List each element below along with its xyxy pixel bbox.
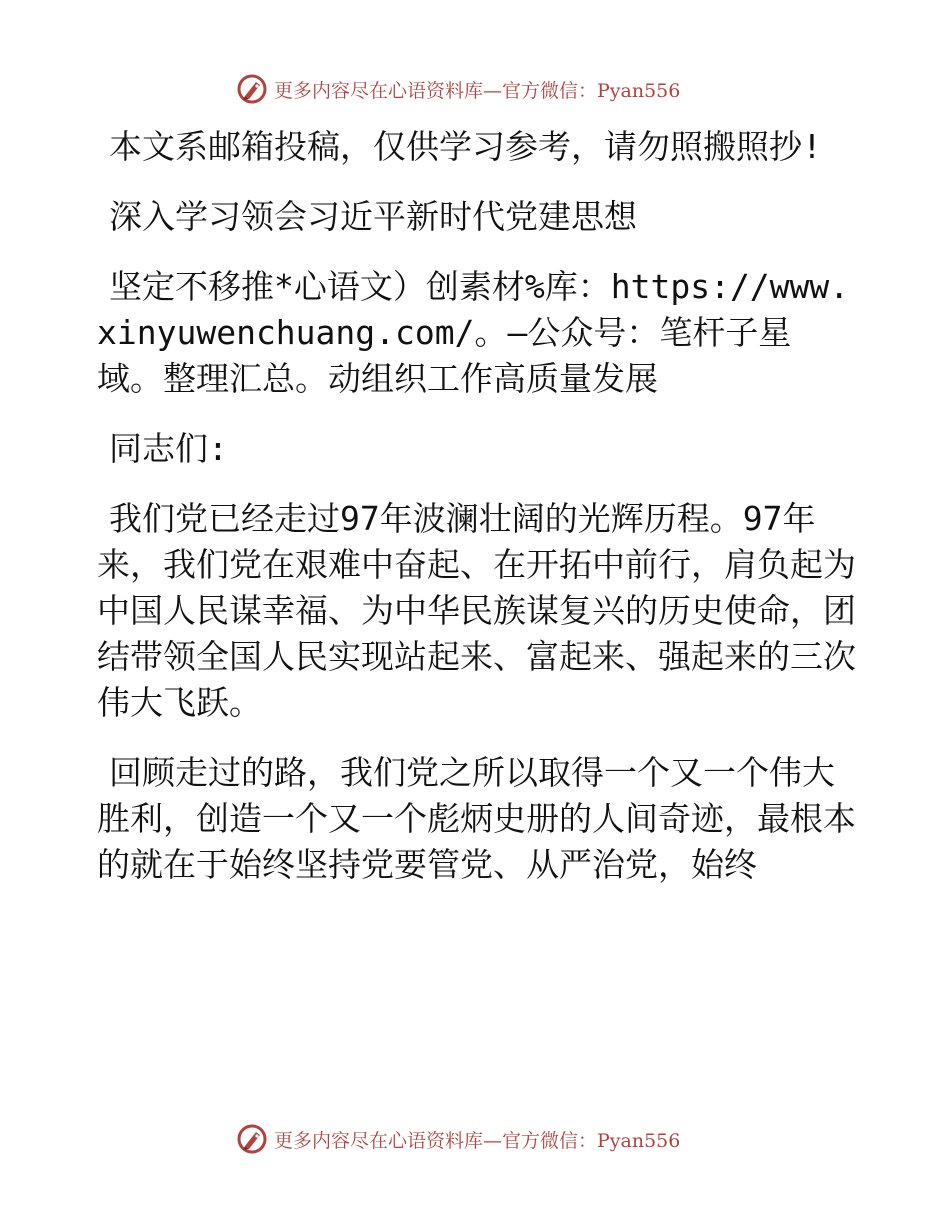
footer-watermark — [236, 1122, 716, 1156]
footer-watermark-text: 更多内容尽在心语资料库—官方微信：Pyan556 — [274, 1129, 681, 1152]
paragraph-body-2: 回顾走过的路，我们党之所以取得一个又一个伟大胜利，创造一个又一个彪炳史册的人间奇迹，最根本的就在于始终坚持党要管党、从严治党，始终 — [97, 753, 856, 884]
paragraph-subtitle: 坚定不移推*心语文）创素材%库：https://www.xinyuwenchuang.com/。—公众号：笔杆子星域。整理汇总。动组织工作高质量发展 — [97, 267, 850, 398]
paragraph-body-1: 我们党已经走过97年波澜壮阔的光辉历程。97年来，我们党在艰难中奋起、在开拓中前行，肩负起为中国人民谋幸福、为中华民族谋复兴的历史使命，团结带领全国人民实现站起来、富起来、强起来的三次伟大飞跃。 — [97, 499, 856, 722]
header-watermark — [236, 72, 716, 106]
paragraph-salutation: 同志们: — [109, 429, 228, 468]
document-body — [97, 124, 857, 912]
header-watermark-text: 更多内容尽在心语资料库—官方微信：Pyan556 — [274, 79, 681, 102]
paragraph-disclaimer: 本文系邮箱投稿，仅供学习参考，请勿照搬照抄! — [109, 127, 822, 166]
pen-logo-icon — [236, 73, 268, 105]
paragraph-title: 深入学习领会习近平新时代党建思想 — [109, 197, 637, 236]
pen-logo-icon — [236, 1123, 268, 1155]
